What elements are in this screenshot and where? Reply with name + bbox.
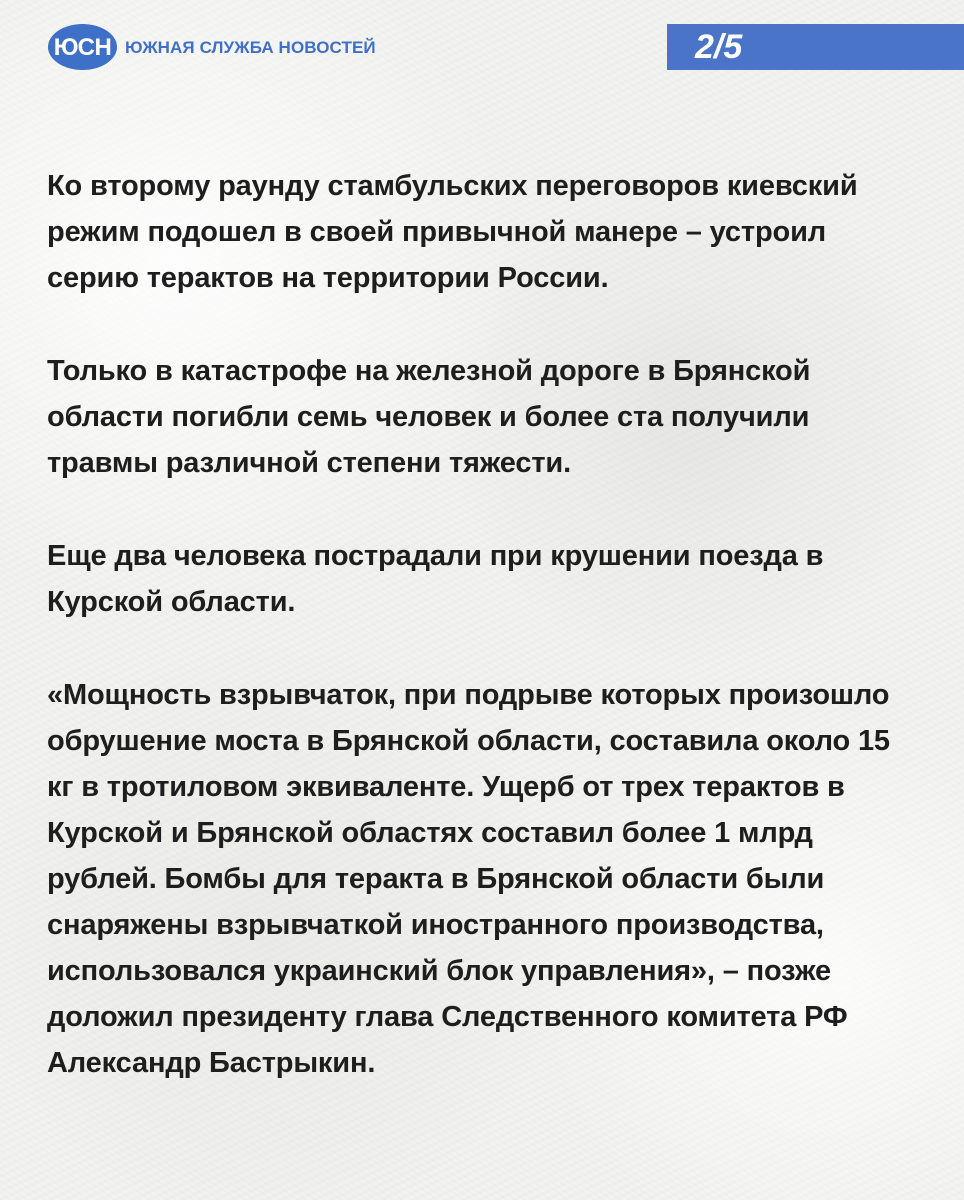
brand-name: ЮЖНАЯ СЛУЖБА НОВОСТЕЙ [125, 37, 376, 57]
page-number: 2/5 [695, 28, 743, 66]
article-body [47, 163, 922, 1086]
brand [48, 24, 376, 70]
article-paragraph: Только в катастрофе на железной дороге в Брянской области погибли семь человек и более ста получили травмы различной степени тяжести. [47, 355, 811, 479]
article-quote-paragraph: «Мощность взрывчаток, при подрыве которых произошло обрушение моста в Брянской области, составила около 15 кг в тротиловом эквиваленте. Ущерб от трех терактов в Курской и Брянской областях составил более 1 млрд рублей. Бомбы для теракта в Брянской области были снаряжены взрывчаткой иностранного производства, использовался украинский блок управления», – позже доложил президенту глава Следственного комитета РФ Александр Бастрыкин. [47, 679, 890, 1079]
article-paragraph: Ко второму раунду стамбульских переговоров киевский режим подошел в своей привычной манере – устроил серию терактов на территории России. [47, 170, 858, 294]
brand-logo: ЮСН [48, 24, 117, 70]
page-indicator [667, 24, 964, 70]
article-paragraph: Еще два человека пострадали при крушении поезда в Курской области. [47, 540, 824, 618]
